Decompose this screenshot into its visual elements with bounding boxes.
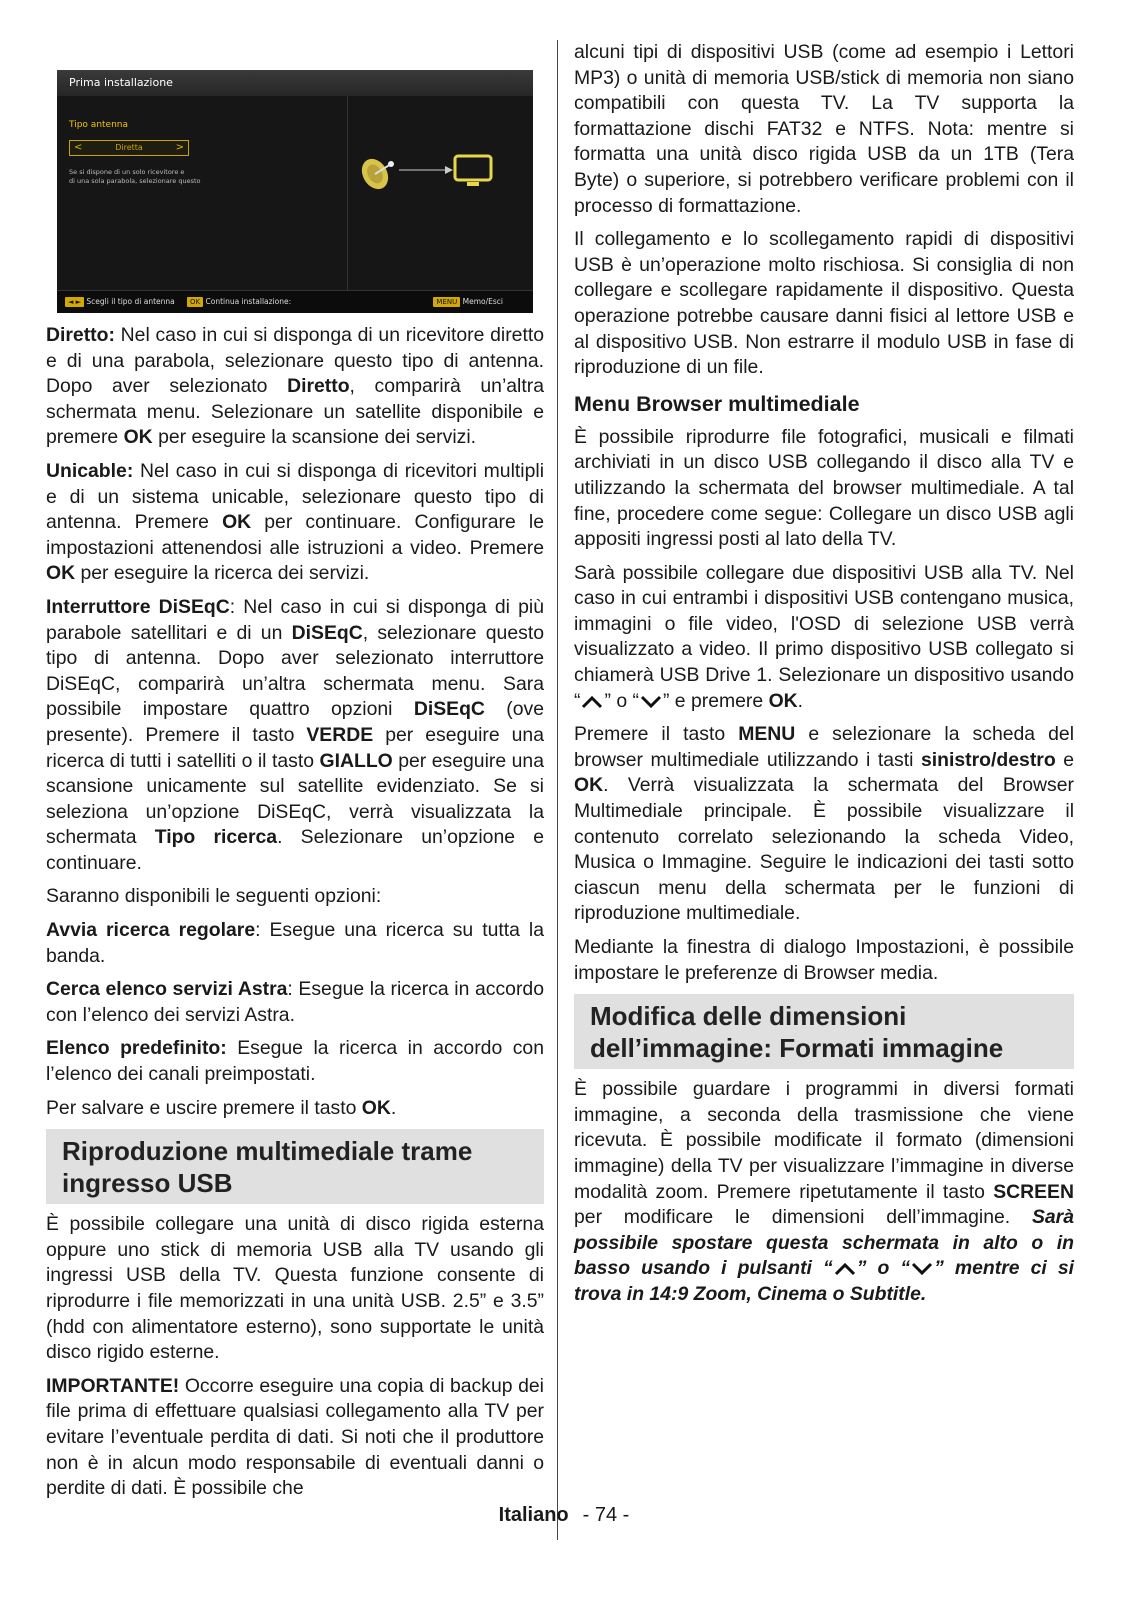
bold: OK [361, 1096, 391, 1119]
text: per modificare le dimensioni dell’immagine. [574, 1206, 1032, 1229]
term: Cerca elenco servizi Astra [46, 978, 288, 1001]
paragraph-unicable [46, 459, 544, 587]
paragraph-usb-cont: alcuni tipi di dispositivi USB (come ad esempio i Lettori MP3) o unità di memoria USB/stick di memoria non siano compatibili con questa TV. La TV supporta la formattazione dischi FAT32 e NTFS. Nota: mentre si formatta una unità disco rigida USB da un 1TB (Tera Byte) o superiore, si potrebbero verificare problemi con il processo di formattazione. [574, 41, 1074, 217]
tv-footer-ok [187, 291, 291, 313]
bold: Diretto [287, 375, 350, 398]
text: e selezionare la scheda del browser multimediale utilizzando i tasti [574, 723, 1075, 771]
text: Per salvare e uscire premere il tasto [46, 1096, 362, 1119]
page-number: - 74 - [582, 1504, 630, 1526]
section-heading-browser: Menu Browser multimediale [574, 391, 860, 416]
bold: sinistro/destro [920, 748, 1056, 771]
italic-text: ” o “ [856, 1257, 911, 1280]
tv-description-line: di una sola parabola, selezionare questo [69, 177, 201, 185]
chevron-down-icon [639, 694, 663, 710]
text: È possibile guardare i programmi in diversi formati immagine, a seconda della trasmissione che viene ricevuta. È possibile modificate il formato (dimensioni immagine) della TV per visualizzare l’immagine in diverse modalità zoom. Premere ripetutamente il tasto [574, 1078, 1074, 1203]
heading-line: dell’immagine: Formati immagine [590, 1033, 1004, 1064]
paragraph-hotplug: Il collegamento e lo scollegamento rapidi di dispositivi USB è un’operazione molto rischiosa. Si consiglia di non collegare e scollegare rapidamente il dispositivo. Questa operazione potrebbe causare danni fisici al lettore USB e al dispositivo USB. Non estrarre il modulo USB in fase di riproduzione di un file. [574, 228, 1074, 379]
text: (ove presente). Premere il tasto [46, 698, 544, 746]
bold: DiSEqC [291, 621, 363, 644]
paragraph-browser-2 [574, 561, 1074, 715]
tv-description-line: Se si dispone di un solo ricevitore e [69, 168, 185, 176]
paragraph-diseqc [46, 595, 544, 877]
tv-header-title: Prima installazione [57, 70, 533, 96]
text: , selezionare questo tipo di antenna. Dopo aver selezionato interruttore DiSEqC, comparirà un’altra schermata menu. Sara possibile impostare quattro opzioni [46, 621, 544, 721]
chevron-right-icon: > [175, 142, 184, 153]
italic-text: ” mentre ci si trova in 14:9 Zoom, Cinema o Subtitle. [574, 1257, 1075, 1305]
text: ” o “ [604, 689, 639, 712]
satellite-to-tv-icon [357, 150, 497, 200]
chevron-up-icon [580, 694, 604, 710]
text: e [1055, 748, 1074, 771]
paragraph-astra [46, 977, 544, 1028]
section-heading-usb [46, 1129, 544, 1204]
text: ” e premere [662, 689, 769, 712]
heading-line: ingresso USB [62, 1168, 233, 1199]
tv-footer-nav [65, 291, 175, 313]
paragraph-options-intro: Saranno disponibili le seguenti opzioni: [46, 885, 382, 908]
term: Diretto: [46, 324, 115, 346]
bold: VERDE [306, 723, 374, 746]
text: , comparirà un’altra schermata menu. Selezionare un satellite disponibile e premere [46, 375, 544, 449]
term: Unicable: [46, 459, 134, 482]
arrow-keys-icon: ◄ ► [65, 297, 84, 307]
text: per eseguire la ricerca dei servizi. [75, 562, 370, 585]
text: . [390, 1096, 397, 1119]
tv-description [69, 168, 229, 186]
tv-divider [347, 96, 348, 291]
tv-footer-nav-label: Scegli il tipo di antenna [86, 297, 175, 306]
chevron-down-icon [910, 1261, 934, 1277]
text: Nel caso in cui si disponga di un ricevitore diretto e di una parabola, selezionare questo tipo di antenna. Dopo aver selezionato [46, 324, 544, 398]
heading-line: Modifica delle dimensioni [590, 1001, 907, 1032]
footer-language: Italiano [498, 1504, 569, 1526]
tv-icon [455, 156, 491, 186]
bold: GIALLO [319, 749, 393, 772]
text: Nel caso in cui si disponga di ricevitori multipli e di un sistema unicable, selezionare questo tipo di antenna. Premere [46, 459, 544, 534]
text: : Esegue una ricerca su tutta la banda. [46, 919, 544, 967]
left-column [46, 323, 544, 1510]
chevron-left-icon: < [74, 142, 83, 153]
bold: OK [574, 774, 604, 797]
tv-selected-value: Diretta [115, 143, 143, 152]
term: Elenco predefinito: [46, 1037, 227, 1060]
page-footer [0, 1504, 1128, 1527]
bold: SCREEN [993, 1180, 1074, 1203]
paragraph-browser-3 [574, 722, 1074, 927]
text: . [797, 689, 804, 712]
tv-field-label: Tipo antenna [69, 120, 129, 130]
text: . Selezionare un’opzione e continuare. [46, 826, 544, 874]
column-divider [557, 40, 558, 1540]
tv-footer-menu-label: Memo/Esci [462, 297, 503, 306]
bold: DiSEqC [413, 698, 485, 721]
bold: OK [768, 689, 798, 712]
ok-key-icon: OK [187, 297, 203, 307]
section-heading-format [574, 994, 1074, 1069]
satellite-dish-icon [357, 154, 394, 194]
paragraph-importante [46, 1374, 544, 1502]
bold: OK [123, 426, 153, 449]
menu-key-icon: MENU [433, 297, 460, 307]
paragraph-diretto [46, 323, 544, 451]
text: per eseguire una ricerca di tutti i satelliti o il tasto [46, 723, 544, 772]
text: Occorre eseguire una copia di backup dei file prima di effettuare qualsiasi collegamento alla TV per evitare l’eventuale perdita di dati. Si noti che il produttore non è in alcun modo responsabile di eventuali danni o perdite di dati. È possibile che [46, 1374, 544, 1500]
paragraph-browser-4: Mediante la finestra di dialogo Impostazioni, è possibile impostare le preferenze di Browser media. [574, 936, 1074, 984]
right-column [574, 40, 1074, 1316]
paragraph-predefinito [46, 1036, 544, 1087]
term: IMPORTANTE! [46, 1374, 180, 1397]
paragraph-save [46, 1096, 544, 1122]
text: Sarà possibile collegare due dispositivi USB alla TV. Nel caso in cui entrambi i dispositivi USB contengano musica, immagini o file video, l'OSD di selezione USB verrà visualizzato a video. Il primo dispositivo USB collegato si chiamerà USB Drive 1. Selezionare un dispositivo usando “ [574, 561, 1074, 712]
text: : Nel caso in cui si disponga di più parabole satellitari e di un [46, 595, 544, 644]
bold: Tipo ricerca [154, 826, 278, 849]
tv-footer [57, 290, 533, 313]
text: . Verrà visualizzata la schermata del Browser Multimediale principale. È possibile visualizzare il contenuto correlato selezionando la scheda Video, Musica o Immagine. Seguire le indicazioni dei tasti sotto ciascun menu della schermata per le funzioni di riproduzione multimediale. [574, 774, 1074, 925]
tv-footer-menu [433, 291, 503, 313]
bold: OK [46, 562, 76, 585]
text: : Esegue la ricerca in accordo con l’elenco dei servizi Astra. [46, 978, 544, 1026]
paragraph-format [574, 1077, 1074, 1307]
tv-antenna-selector [69, 140, 189, 156]
paragraph-avvia [46, 918, 544, 969]
paragraph-usb: È possibile collegare una unità di disco rigida esterna oppure uno stick di memoria USB alla TV usando gli ingressi USB della TV. Questa funzione consente di riprodurre i file memorizzati in una unità USB. 2.5” e 3.5” (hdd con alimentatore esterno), sono supportate le unità disco rigido esterne. [46, 1213, 544, 1364]
bold: MENU [738, 723, 796, 746]
text: Esegue la ricerca in accordo con l’elenco dei canali preimpostati. [46, 1037, 544, 1086]
tv-footer-ok-label: Continua installazione: [205, 297, 292, 306]
term: Avvia ricerca regolare [46, 919, 256, 942]
text: per continuare. Configurare le impostazioni attenendosi alle istruzioni a video. Premere [46, 511, 544, 559]
chevron-up-icon [833, 1261, 857, 1277]
text: Premere il tasto [574, 723, 739, 746]
heading-line: Riproduzione multimediale trame [62, 1136, 473, 1167]
text: per eseguire la scansione dei servizi. [152, 426, 477, 449]
tv-screenshot [57, 70, 533, 313]
paragraph-browser-1: È possibile riprodurre file fotografici, musicali e filmati archiviati in un disco USB collegando il disco alla TV e utilizzando la schermata del browser multimediale. A tal fine, procedere come segue: Collegare un disco USB agli appositi ingressi posti al lato della TV. [574, 425, 1074, 551]
italic-text: Sarà possibile spostare questa schermata in alto o in basso usando i pulsanti “ [574, 1206, 1074, 1280]
text: per eseguire una scansione unicamente sul satellite evidenziato. Se si seleziona un’opzione DiSEqC, verrà visualizzata la schermata [46, 749, 544, 849]
term: Interruttore DiSEqC [46, 595, 230, 618]
bold: OK [222, 511, 252, 534]
